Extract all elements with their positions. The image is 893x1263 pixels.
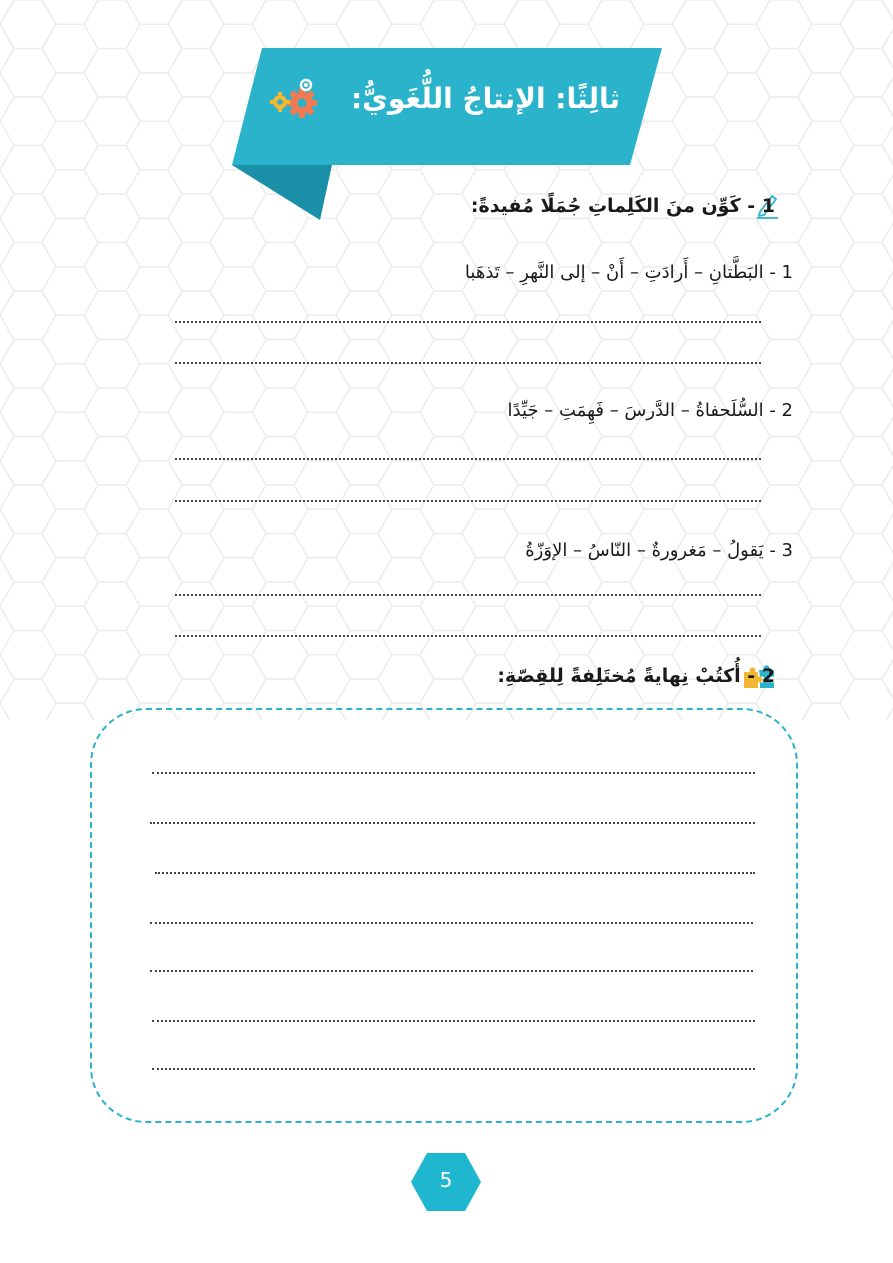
answer-line[interactable] (155, 872, 755, 874)
question-1-item-3: 3 - يَقولُ – مَغرورةٌ – النّاسُ – الإوَزّةُ (525, 540, 793, 561)
answer-line[interactable] (175, 500, 761, 502)
answer-line[interactable] (150, 822, 755, 824)
question-1-item-2: 2 - السُّلَحفاةُ – الدَّرسَ – فَهِمَتِ – جَيِّدًا (507, 400, 793, 421)
question-2-heading: 2 - أُكتُبْ نِهايةً مُختَلِفةً لِلقِصّةِ: (497, 665, 775, 687)
answer-line[interactable] (152, 772, 755, 774)
answer-line[interactable] (152, 1020, 755, 1022)
answer-line[interactable] (175, 362, 761, 364)
answer-line[interactable] (150, 922, 753, 924)
answer-line[interactable] (175, 321, 761, 323)
answer-line[interactable] (175, 635, 761, 637)
answer-line[interactable] (175, 594, 761, 596)
gears-icon (268, 78, 320, 122)
section-title: ثالِثًا: الإنتاجُ اللُّغَويُّ: (350, 82, 620, 115)
answer-line[interactable] (175, 458, 761, 460)
question-1-item-1: 1 - البَطَّتانِ – أَرادَتِ – أَنْ – إلى النَّهرِ – تَذهَبا (464, 262, 793, 283)
question-1-heading: 1 - كَوِّن منَ الكَلِماتِ جُمَلًا مُفيدةً: (470, 195, 775, 217)
answer-line[interactable] (150, 970, 753, 972)
story-ending-answer-box[interactable] (90, 708, 798, 1123)
page-number: 5 (439, 1168, 453, 1192)
answer-line[interactable] (152, 1068, 755, 1070)
